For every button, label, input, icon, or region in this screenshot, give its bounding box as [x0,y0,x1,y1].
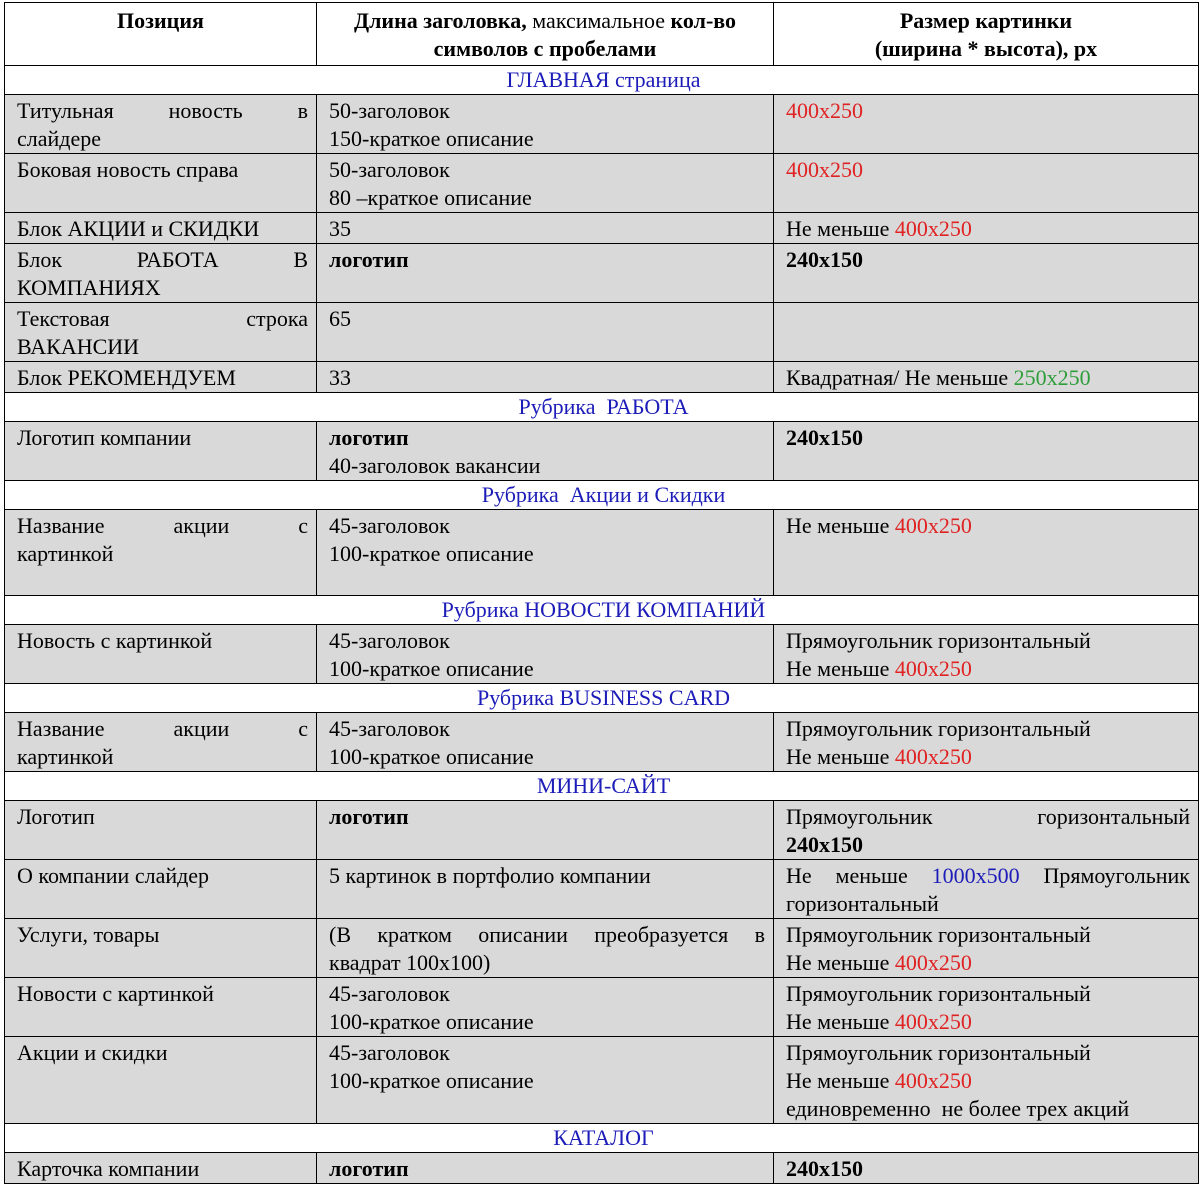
header-position: Позиция [5,3,317,66]
row-length: 50-заголовок 150-краткое описание [317,95,774,154]
table-row [5,860,1199,919]
section-catalog: КАТАЛОГ [5,1124,1199,1153]
section-main: ГЛАВНАЯ страница [5,66,1199,95]
table-row [5,1153,1199,1184]
row-position: Текстовая строка ВАКАНСИИ [5,303,317,362]
row-size: 240x150 [774,1153,1199,1184]
header-length-normal: максимальное [526,8,671,33]
header-length-bold2: кол-во [670,8,737,33]
row-position: Название акции с картинкой [5,713,317,772]
row-length: 45-заголовок 100-краткое описание [317,1037,774,1124]
table-row [5,801,1199,860]
row-length: логотип [317,801,774,860]
row-size: Прямоугольник горизонтальный Не меньше 400x250 [774,625,1199,684]
row-position: О компании слайдер [5,860,317,919]
header-row [5,3,1199,66]
row-position: Блок РЕКОМЕНДУЕМ [5,362,317,393]
row-position: Логотип [5,801,317,860]
row-position: Титульная новость в слайдере [5,95,317,154]
row-length: логотип 40-заголовок вакансии [317,422,774,481]
row-position: Услуги, товары [5,919,317,978]
row-length: 5 картинок в портфолио компании [317,860,774,919]
row-length: логотип [317,1153,774,1184]
table-row [5,625,1199,684]
row-size: Не меньше 1000x500 Прямоугольник горизонтальный [774,860,1199,919]
table-row [5,919,1199,978]
row-size: Прямоугольник горизонтальный Не меньше 400x250 единовременно не более трех акций [774,1037,1199,1124]
header-size-line2: (ширина * высота), px [874,36,1098,61]
row-length: 45-заголовок 100-краткое описание [317,713,774,772]
header-length-bold3: символов с пробелами [433,36,657,61]
row-size: Прямоугольник горизонтальный Не меньше 400x250 [774,713,1199,772]
table-row [5,978,1199,1037]
section-minisite: МИНИ-САЙТ [5,772,1199,801]
table-row [5,95,1199,154]
section-work: Рубрика РАБОТА [5,393,1199,422]
row-length: 33 [317,362,774,393]
row-size: Не меньше 400x250 [774,510,1199,596]
row-position: Карточка компании [5,1153,317,1184]
section-news: Рубрика НОВОСТИ КОМПАНИЙ [5,596,1199,625]
row-size: 400x250 [774,95,1199,154]
section-business: Рубрика BUSINESS CARD [5,684,1199,713]
row-length: 45-заголовок 100-краткое описание [317,510,774,596]
row-size: Не меньше 400x250 [774,213,1199,244]
spec-table [4,2,1199,1184]
row-length: 65 [317,303,774,362]
row-position: Название акции с картинкой [5,510,317,596]
row-position: Блок РАБОТА В КОМПАНИЯХ [5,244,317,303]
table-row [5,1037,1199,1124]
row-size: 400x250 [774,154,1199,213]
row-size: Прямоугольник горизонтальный Не меньше 400x250 [774,919,1199,978]
header-length [317,3,774,66]
header-size [774,3,1199,66]
row-length: 45-заголовок 100-краткое описание [317,978,774,1037]
header-size-line1: Размер картинки [899,8,1073,33]
row-size [774,303,1199,362]
table-row [5,510,1199,596]
table-row [5,213,1199,244]
table-row [5,422,1199,481]
table-row [5,713,1199,772]
header-length-bold1: Длина заголовка, [353,8,527,33]
row-position: Боковая новость справа [5,154,317,213]
row-position: Логотип компании [5,422,317,481]
row-position: Новость с картинкой [5,625,317,684]
row-length: 45-заголовок 100-краткое описание [317,625,774,684]
row-position: Блок АКЦИИ и СКИДКИ [5,213,317,244]
table-row [5,303,1199,362]
row-length: 35 [317,213,774,244]
row-position: Новости с картинкой [5,978,317,1037]
row-size: Квадратная/ Не меньше 250x250 [774,362,1199,393]
row-length: логотип [317,244,774,303]
row-size: 240x150 [774,422,1199,481]
row-size: Прямоугольник горизонтальный 240x150 [774,801,1199,860]
table-row [5,362,1199,393]
row-length: 50-заголовок 80 –краткое описание [317,154,774,213]
row-position: Акции и скидки [5,1037,317,1124]
section-promo: Рубрика Акции и Скидки [5,481,1199,510]
row-size: 240x150 [774,244,1199,303]
row-size: Прямоугольник горизонтальный Не меньше 400x250 [774,978,1199,1037]
row-length: (В кратком описании преобразуется в квадрат 100х100) [317,919,774,978]
table-row [5,244,1199,303]
table-row [5,154,1199,213]
